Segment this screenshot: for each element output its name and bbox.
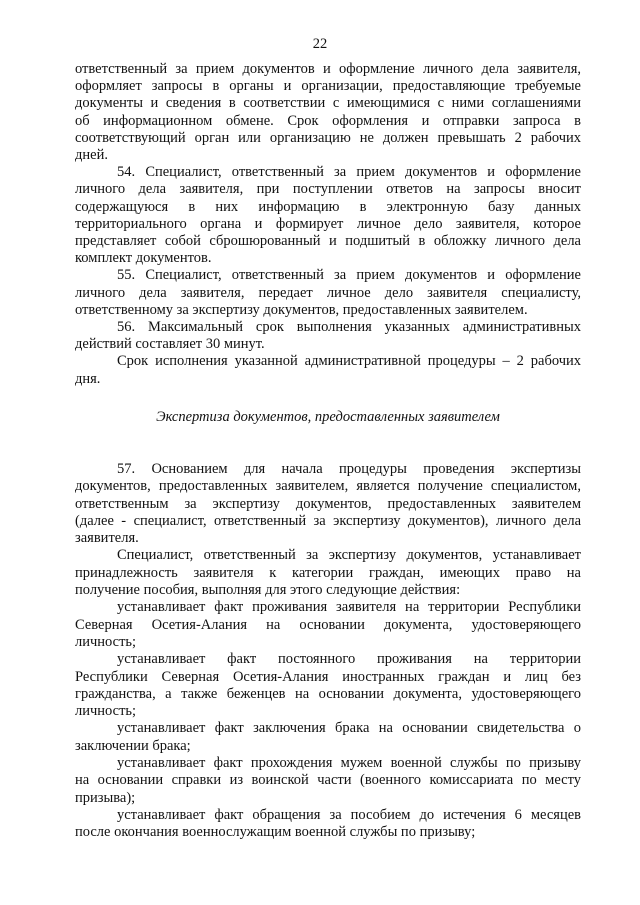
text-line: гражданства, а также беженцев на основании документа, удостоверяющего — [75, 685, 581, 702]
text-line: призыва); — [75, 789, 136, 806]
text-line: устанавливает факт обращения за пособием до истечения 6 месяцев — [117, 806, 581, 823]
text-line: территориального органа и формирует личное дело заявителя, которое — [75, 215, 581, 232]
paragraph-55 — [75, 267, 581, 319]
text-line: (далее - специалист, ответственный за экспертизу документов), личного дела — [75, 512, 581, 529]
text-line: устанавливает факт постоянного проживания на территории — [117, 651, 581, 668]
text-line: документы и сведения в соответствии с имеющимися с ними соглашениями — [75, 95, 581, 112]
list-item — [75, 720, 581, 755]
text-line: заявителя. — [75, 530, 139, 547]
list-item — [75, 599, 581, 651]
text-line: 55. Специалист, ответственный за прием документов и оформление — [117, 267, 581, 284]
paragraph-56 — [75, 319, 581, 353]
text-line: Республики Северная Осетия-Алания иностранных граждан и лиц без — [75, 668, 581, 685]
text-line: дня. — [75, 370, 101, 387]
paragraph-continuation — [75, 61, 581, 164]
list-item — [75, 651, 581, 720]
text-line: получение пособия, выполняя для этого следующие действия: — [75, 582, 461, 599]
text-line: документов, предоставленных заявителем, является получение специалистом, — [75, 478, 581, 495]
paragraph-57 — [75, 461, 581, 547]
list-item — [75, 807, 581, 842]
text-line: 57. Основанием для начала процедуры проведения экспертизы — [117, 461, 581, 477]
text-section-1 — [75, 61, 581, 388]
list-item — [75, 755, 581, 807]
text-line: после окончания военнослужащим военной службы по призыву; — [75, 824, 476, 841]
paragraph-procedure-term — [75, 353, 581, 387]
text-line: личность; — [75, 633, 137, 650]
text-line: ответственным за экспертизу документов, предоставленных заявителем — [75, 495, 581, 512]
text-line: устанавливает факт проживания заявителя на территории Республики — [117, 599, 581, 616]
text-line: об информационном обмене. Срок оформления и отправки запроса в — [75, 112, 581, 129]
text-line: ответственному за экспертизу документов, предоставленных заявителем. — [75, 301, 528, 318]
text-line: оформляет запросы в органы и организации, предоставляющие требуемые — [75, 78, 581, 95]
text-line: личного дела заявителя, при поступлении ответов на запросы вносит — [75, 181, 581, 198]
paragraph-54 — [75, 164, 581, 267]
text-line: заключении брака; — [75, 737, 191, 754]
section-heading: Экспертиза документов, предоставленных заявителем — [156, 409, 500, 425]
text-line: соответствующий орган или организацию не должен превышать 2 рабочих — [75, 129, 581, 146]
paragraph-specialist-actions — [75, 547, 581, 599]
text-line: 56. Максимальный срок выполнения указанных административных — [117, 319, 581, 336]
text-line: Северная Осетия-Алания на основании документа, удостоверяющего — [75, 616, 581, 633]
text-line: содержащуюся в них информацию в электронную базу данных — [75, 198, 581, 215]
text-line: 54. Специалист, ответственный за прием документов и оформление — [117, 164, 581, 181]
text-line: принадлежность заявителя к категории граждан, имеющих право на — [75, 564, 581, 581]
text-line: устанавливает факт заключения брака на основании свидетельства о — [117, 720, 581, 737]
text-line: дней. — [75, 147, 108, 164]
text-line: представляет собой сброшюрованный и подшитый в обложку личного дела — [75, 233, 581, 250]
text-section-2 — [75, 461, 581, 842]
text-line: Специалист, ответственный за экспертизу документов, устанавливает — [117, 547, 581, 564]
text-line: ответственный за прием документов и оформление личного дела заявителя, — [75, 61, 581, 77]
text-line: на основании справки из воинской части (военного комиссариата по месту — [75, 772, 581, 789]
text-line: комплект документов. — [75, 250, 212, 267]
text-line: устанавливает факт прохождения мужем военной службы по призыву — [117, 755, 581, 772]
text-line: личность; — [75, 703, 137, 720]
page-number: 22 — [312, 36, 328, 52]
text-line: Срок исполнения указанной административной процедуры – 2 рабочих — [117, 353, 581, 370]
text-line: действий составляет 30 минут. — [75, 336, 265, 353]
text-line: личного дела заявителя, передает личное дело заявителя специалисту, — [75, 284, 581, 301]
